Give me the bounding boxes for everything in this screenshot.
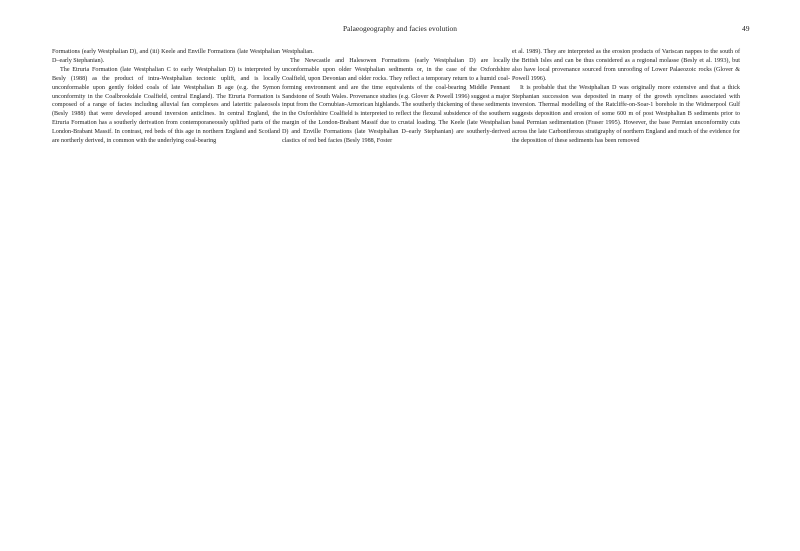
text-column-right	[512, 48, 740, 146]
paragraph: The Etruria Formation (late Westphalian C to early Westphalian D) is interpreted by Besly (1988) as the product of intra-Westphalian tectonic uplift, and is locally unconformable upon gently folded coals of late Westphalian B age (e.g. the Symon unconformity in the Coalbrookdale Coalfield, central England). The Etruria Formation is composed of a range of facies including alluvial fan complexes and lateritic palaeosols (Besly 1988) that were developed around inversion anticlines. In central England, the Etruria Formation has a southerly derivation from contemporaneously uplifted parts of the London-Brabant Massif. In contrast, red beds of this age in northern England and Scotland are northerly derived, in common with the underlying coal-bearing	[52, 66, 280, 145]
text-column-middle	[282, 48, 510, 146]
page-number: 49	[742, 24, 750, 33]
paragraph: et al. 1989). They are interpreted as the erosion products of Variscan nappes to the south of the British Isles and can be thus considered as a regional molasse (Besly et al. 1993), but also have local provenance sourced from unroofing of Lower Palaeozoic rocks (Glover & Powell 1996).	[512, 49, 740, 82]
paragraph: The Newcastle and Halesowen Formations (early Westphalian D) are locally unconformable upon older Westphalian sediments or, in the case of the Oxfordshire Coalfield, upon Devonian and older rocks. They reflect a temporary return to a humid coal-forming environment and are the time equivalents of the coal-bearing Middle Pennant Sandstone of South Wales. Provenance studies (e.g. Glover & Powell 1996) suggest a major input from the Cornubian-Armorican highlands. The southerly thickening of these sediments in the Oxfordshire Coalfield is interpreted to reflect the flexural subsidence of the southern margin of the London-Brabant Massif due to crustal loading. The Keele (late Westphalian D) and Enville Formations (late Westphalian D–early Stephanian) are southerly-derived clastics of red bed facies (Besly 1988, Foster	[282, 57, 510, 145]
text-column-left	[52, 48, 280, 146]
paragraph: It is probable that the Westphalian D was originally more extensive and that a thick Stephanian succession was deposited in many of the growth synclines associated with inversion. Thermal modelling of the Ratcliffe-on-Soar-1 borehole in the Widmerpool Gulf suggests deposition and erosion of some 600 m of post Westphalian B sediments prior to basal Permian sedimentation (Fraser 1995). However, the base Permian unconformity cuts across the late Carboniferous stratigraphy of northern England and much of the evidence for the deposition of these sediments has been removed	[512, 84, 740, 145]
paragraph: Westphalian.	[282, 49, 314, 55]
paragraph: Formations (early Westphalian D), and (iii) Keele and Enville Formations (late Westphalian D–early Stephanian).	[52, 49, 280, 64]
running-head: Palaeogeography and facies evolution	[342, 24, 458, 33]
